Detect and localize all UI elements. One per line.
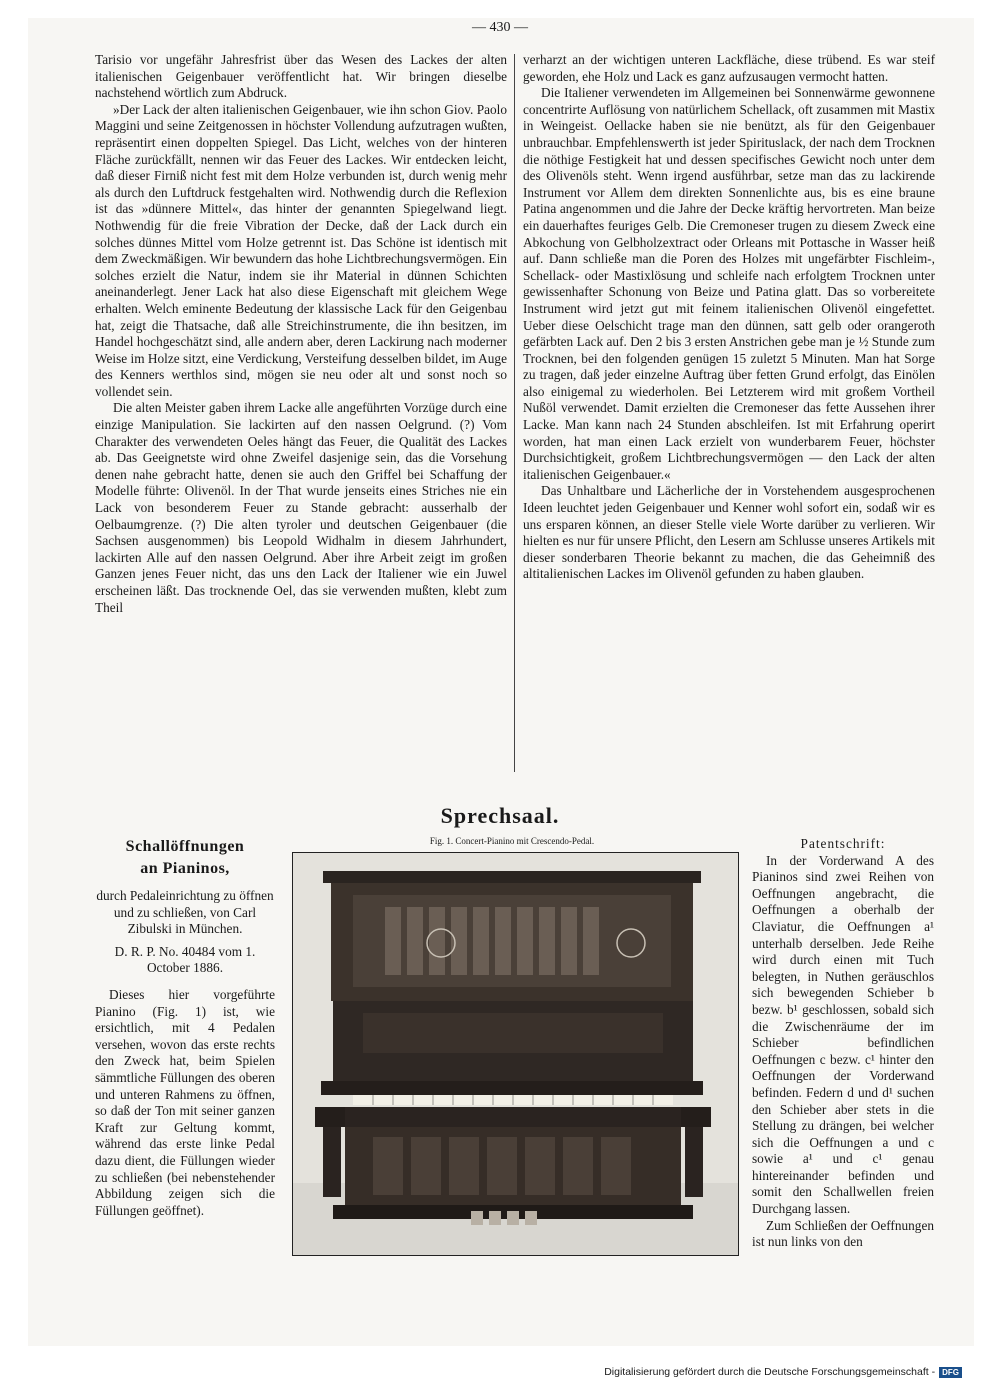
patent-header: Patentschrift: (800, 836, 886, 851)
article-sidebar (95, 836, 275, 1219)
piano-illustration (292, 852, 739, 1256)
figure-caption: Fig. 1. Concert-Pianino mit Crescendo-Pedal. (429, 836, 595, 846)
right-paragraph-2: Die Italiener verwendeten im Allgemeinen bei Sonnenwärme gewonnene concentrirte Auflösung von natürlichem Schellack, oft zusammen mit Mastix in Weingeist. Oellacke haben sie nie benützt, als für den Geigenbauer unbrauchbar. Empfehlenswerth ist jeder Spirituslack, der nach dem Trocknen die nöthige Festigkeit hat und dessen specifisches Gewicht noch unter dem des Olivenöls steht. Wenn irgend ausführbar, setze man das zu lackirende Instrument vor Allem dem direkten Sonnenlichte aus, bis es eine braune Patina angenommen und die Jahre der Decke kräftig hervortreten. Man beize ein dauerhaftes feuriges Gelb. Die Cremoneser trugen zu diesem Zweck eine Abkochung von Gelbholzextract oder Orleans mit Pottasche in Wasser heiß auf. Dann schließe man die Poren des Holzes mit ungefärbter Fischleim-, Schellack- oder Mastixlösung und schleife nach erfolgtem Trocknen unter gewissenhafter Schonung von Beize und Patina glatt. Das so vorbereitete Instrument wird jetzt gut mit feinem italienischen Olivenöl eingefettet. Ueber diese Oelschicht trage man den dünnen, satt gelb oder orangeroth gefärbten Lack auf. Den 2 bis 3 ersten Anstrichen gebe man je ½ Stunde zum Trocknen, bei den folgenden genügen 15 zuletzt 5 Minuten. Man hat Sorge zu tragen, daß jeder einzelne Auftrag über fetten Grund erfolgt, das Einölen also einigemal zu wiederholen. Bei Letzterem wird mit großem Vortheil Nußöl verwendet. Damit erzielten die Cremoneser das fette Aussehen ihrer Lacke. Man kann nach 24 Stunden abschleifen. Ist mit Erfahrung operirt worden, hat man einen Lack erzielt von wunderbarem Feuer, höchster Durchsichtigkeit, großem Lichtbrechungsvermögen — den Lack der alten italienischen Geigenbauer.« (523, 85, 935, 482)
piano-drawing (293, 853, 738, 1255)
section-title: Sprechsaal. (440, 803, 560, 828)
column-divider (514, 54, 515, 772)
article-title-line2: an Pianinos, (140, 860, 230, 877)
patent-paragraph-1: In der Vorderwand A des Pianinos sind zwei Reihen von Oeffnungen angebracht, die Oeffnungen a oberhalb der Claviatur, die Oeffnungen a¹ unterhalb derselben. Jede Reihe wird durch einen mit Tuch belegten, in Nuthen geräuschlos sich bewegenden Schieber b bezw. b¹ geschlossen, sobald sich die Zwischenräume der im Schieber befindlichen Oeffnungen c bezw. c¹ hinter den Oeffnungen der Vorderwand befinden. Federn d und d¹ suchen den Schieber aber stets in die Stellung zu drängen, bei welcher sich die Oeffnungen a und c sowie a¹ und c¹ genau hintereinander befinden und somit den Schallwellen freien Durchgang lassen. (752, 852, 934, 1217)
article-title-line1: Schallöffnungen (125, 838, 245, 855)
article-body: Dieses hier vorgeführte Pianino (Fig. 1) ist, wie ersichtlich, mit 4 Pedalen versehen, wovon das erste rechts den Zweck hat, beim Spielen sämmtliche Füllungen des oberen und unteren Rahmens zu öffnen, so daß der Ton mit seiner ganzen Kraft zur Geltung kommt, während das erste linke Pedal dazu dient, die Füllungen wieder zu schließen (bei nebenstehender Abbildung zeigen sich die Füllungen geöffnet). (95, 986, 275, 1218)
right-paragraph-3: Das Unhaltbare und Lächerliche der in Vorstehendem ausgesprochenen Ideen leuchtet jeden Geigenbauer und Kenner wohl sofort ein, sodaß wir es uns ersparen können, an dieser Stelle viele Worte darüber zu verlieren. Wir hielten es nur für unsere Pflicht, den Lesern am Schlusse unseres Artikels mit dieser sonderbaren Theorie bekannt zu machen, die das Geheimniß des altitalienischen Lackes im Olivenöl gefunden zu haben glauben. (523, 483, 935, 582)
left-paragraph-3: Die alten Meister gaben ihrem Lacke alle angeführten Vorzüge durch eine einzige Manipulation. Sie lackirten auf den nassen Oelgrund. (?) Vom Charakter des verwendeten Oeles hängt das Feuer, die Qualität des Lackes ab. Das Geeignetste wird ohne Zweifel dasjenige sein, das die Vorsehung denen nahe gebracht hatte, denen sie auch den Griffel bei Schaffung der Modelle führte: Olivenöl. In der That wurde jenseits eines Striches nie ein Lack von besonderem Feuer zu Stande gebracht: ausserhalb der Oelbaumgrenze. (?) Die alten tyroler und deutschen Geigenbauer (die Sachsen ausgenommen) bis Leopold Widhalm in diesem Jahrhundert, lackirten Alle auf den nassen Oelgrund. Aber ihre Arbeit zeigt im großen Ganzen jenes Feuer nicht, das uns den Lack der Italiener wie ein Juwel erscheinen läßt. Das trocknende Oel, das sie verwenden mußten, klebt zum Theil (95, 400, 507, 615)
footer-text: Digitalisierung gefördert durch die Deutsche Forschungsgemeinschaft - (604, 1366, 936, 1378)
patent-column (752, 836, 934, 1251)
page-number: — 430 — (472, 20, 528, 35)
right-column (523, 52, 935, 583)
dfg-logo: DFG (939, 1367, 962, 1378)
left-column (95, 52, 507, 616)
patent-paragraph-2: Zum Schließen der Oeffnungen ist nun links von den (752, 1217, 934, 1250)
right-paragraph-1: verharzt an der wichtigen unteren Lackfläche, diese trübend. Es war steif geworden, ehe Holz und Lack es ganz aufzusaugen vermocht hatten. (523, 52, 935, 84)
footer (604, 1366, 962, 1378)
left-paragraph-1: Tarisio vor ungefähr Jahresfrist über das Wesen des Lackes der alten italienischen Geigenbauer veröffentlicht hat. Wir bringen dieselbe nachstehend wörtlich zum Abdruck. (95, 52, 507, 101)
left-paragraph-2: »Der Lack der alten italienischen Geigenbauer, wie ihn schon Giov. Paolo Maggini und seine Zeitgenossen in höchster Vollendung aufzutragen wußten, repräsentirt einen doppelten Spiegel. Das Licht, welches von der hinteren Fläche zurückfällt, nennen wir das Feuer des Lackes. Wir entdecken leicht, daß dieser Firniß nicht fest mit dem Holze verbunden ist, durch wenig mehr als durch den Luftdruck festgehalten wird. Nothwendig durch die Reflexion ist das »dünnere Mittel«, das hinter der genannten Spiegelwand liegt. Nothwendig für die freie Vibration der Decke, daß der Lack durch ein solches dünnes Mittel vom Holze getrennt ist. Das Schöne ist identisch mit dem Zweckmäßigen. Wir bewundern das hohe Lichtbrechungsvermögen. Ein solches erzielt die Natur, indem sie ihr Material in dünnen Schichten aneinanderlegt. Jener Lack hat also diese Eigenschaft mit gleichem Wege erhalten. Welch eminente Bedeutung der klassische Lack für den Geigenbau hat, zeigt die Thatsache, daß alle Streichinstrumente, die ihn besitzen, im Handel hochgeschätzt sind, alle andern aber, deren Lackirung nach moderner Weise im Holze sitzt, eine Verdickung, Versteifung desselben bildet, im Auge des Kenners werthlos sind, mögen sie neu oder alt und sonst noch so vollendet sein. (95, 101, 507, 399)
patent-number: D. R. P. No. 40484 vom 1. October 1886. (114, 943, 256, 976)
article-subtitle: durch Pedaleinrichtung zu öffnen und zu schließen, von Carl Zibulski in München. (96, 888, 274, 937)
